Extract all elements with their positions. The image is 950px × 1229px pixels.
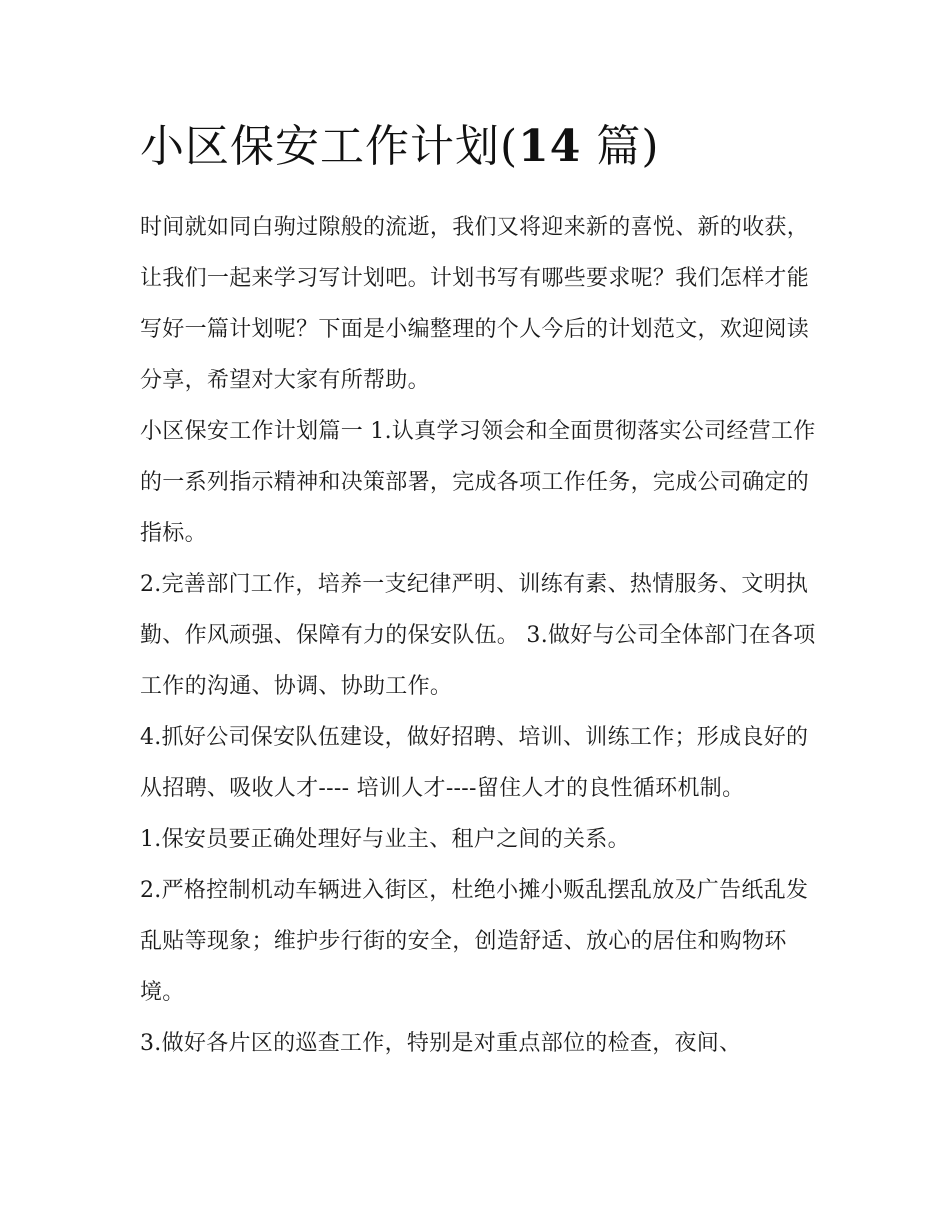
guard-item-2-paragraph: 2.严格控制机动车辆进入街区，杜绝小摊小贩乱摆乱放及广告纸乱发乱贴等现象；维护步行街的安全，创造舒适、放心的居住和购物环境。 (140, 878, 809, 1005)
title-count: 14 (518, 121, 582, 172)
item-2-3-paragraph: 2.完善部门工作，培养一支纪律严明、训练有素、热情服务、文明执勤、作风顽强、保障有力的保安队伍。 3.做好与公司全体部门在各项工作的沟通、协调、协助工作。 (140, 572, 816, 699)
title-text: 小区保安工作计划( (140, 121, 519, 172)
guard-item-1-paragraph: 1.保安员要正确处理好与业主、租户之间的关系。 (140, 827, 630, 852)
document-title (140, 112, 818, 182)
intro-paragraph: 时间就如同白驹过隙般的流逝，我们又将迎来新的喜悦、新的收获，让我们一起来学习写计划吧。计划书写有哪些要求呢？我们怎样才能写好一篇计划呢？下面是小编整理的个人今后的计划范文，欢迎阅读分享，希望对大家有所帮助。 (140, 215, 810, 393)
title-suffix: 篇) (581, 121, 660, 172)
guard-item-3-paragraph: 3.做好各片区的巡查工作，特别是对重点部位的检查，夜间、 (140, 1031, 742, 1056)
item-4-paragraph: 4.抓好公司保安队伍建设，做好招聘、培训、训练工作；形成良好的从招聘、吸收人才---- 培训人才----留住人才的良性循环机制。 (140, 725, 809, 801)
section-one-paragraph: 小区保安工作计划篇一 1.认真学习领会和全面贯彻落实公司经营工作的一系列指示精神和决策部署，完成各项工作任务，完成公司确定的指标。 (140, 419, 816, 546)
document-body (140, 112, 818, 1069)
